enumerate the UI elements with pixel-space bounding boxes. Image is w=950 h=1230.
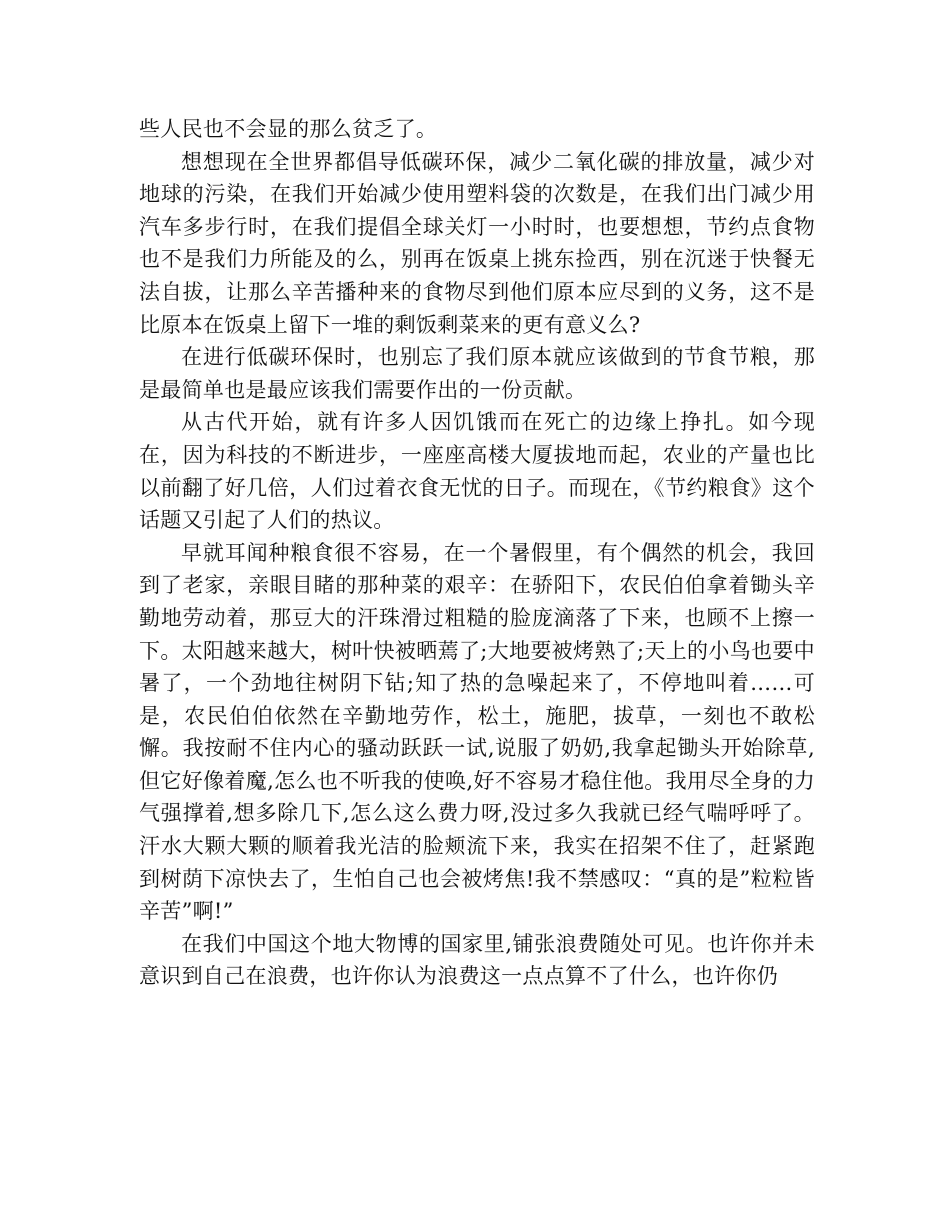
paragraph-save-food-contribution: 在进行低碳环保时，也别忘了我们原本就应该做到的节食节粮，那是最简单也是最应该我们需要作出的一份贡献。 — [139, 345, 815, 402]
paragraph-waste-in-china: 在我们中国这个地大物博的国家里,铺张浪费随处可见。也许你并未意识到自己在浪费，也许你认为浪费这一点点算不了什么，也许你仍 — [139, 931, 815, 989]
document-body — [139, 113, 815, 993]
paragraph-ancient-hunger: 从古代开始，就有许多人因饥饿而在死亡的边缘上挣扎。如今现在，因为科技的不断进步，一座座高楼大厦拔地而起，农业的产量也比以前翻了好几倍，人们过着衣食无忧的日子。而现在，《节约粮食》这个话题又引起了人们的热议。 — [139, 410, 815, 533]
paragraph-low-carbon: 想想现在全世界都倡导低碳环保，减少二氧化碳的排放量，减少对地球的污染，在我们开始减少使用塑料袋的次数是，在我们出门减少用汽车多步行时，在我们提倡全球关灯一小时时，也要想想，节约点食物也不是我们力所能及的么，别再在饭桌上挑东捡西，别在沉迷于快餐无法自拔，让那么辛苦播种来的食物尽到他们原本应尽到的义务，这不是比原本在饭桌上留下一堆的剩饭剩菜来的更有意义么? — [139, 149, 815, 337]
paragraph-continued: 些人民也不会显的那么贫乏了。 — [139, 117, 438, 141]
paragraph-farming-experience: 早就耳闻种粮食很不容易，在一个暑假里，有个偶然的机会，我回到了老家，亲眼目睹的那种菜的艰辛：在骄阳下，农民伯伯拿着锄头辛勤地劳动着，那豆大的汗珠滑过粗糙的脸庞滴落了下来，也顾不上擦一下。太阳越来越大，树叶快被晒蔫了;大地要被烤熟了;天上的小鸟也要中暑了，一个劲地往树阴下钻;知了热的急噪起来了，不停地叫着……可是，农民伯伯依然在辛勤地劳作，松土，施肥，拔草，一刻也不敢松懈。我按耐不住内心的骚动跃跃一试,说服了奶奶,我拿起锄头开始除草,但它好像着魔,怎么也不听我的使唤,好不容易才稳住他。我用尽全身的力气强撑着,想多除几下,怎么这么费力呀,没过多久我就已经气喘呼呼了。汗水大颗大颗的顺着我光洁的脸颊流下来，我实在招架不住了，赶紧跑到树荫下凉快去了，生怕自己也会被烤焦!我不禁感叹：“真的是”粒粒皆辛苦”啊!” — [139, 540, 815, 924]
